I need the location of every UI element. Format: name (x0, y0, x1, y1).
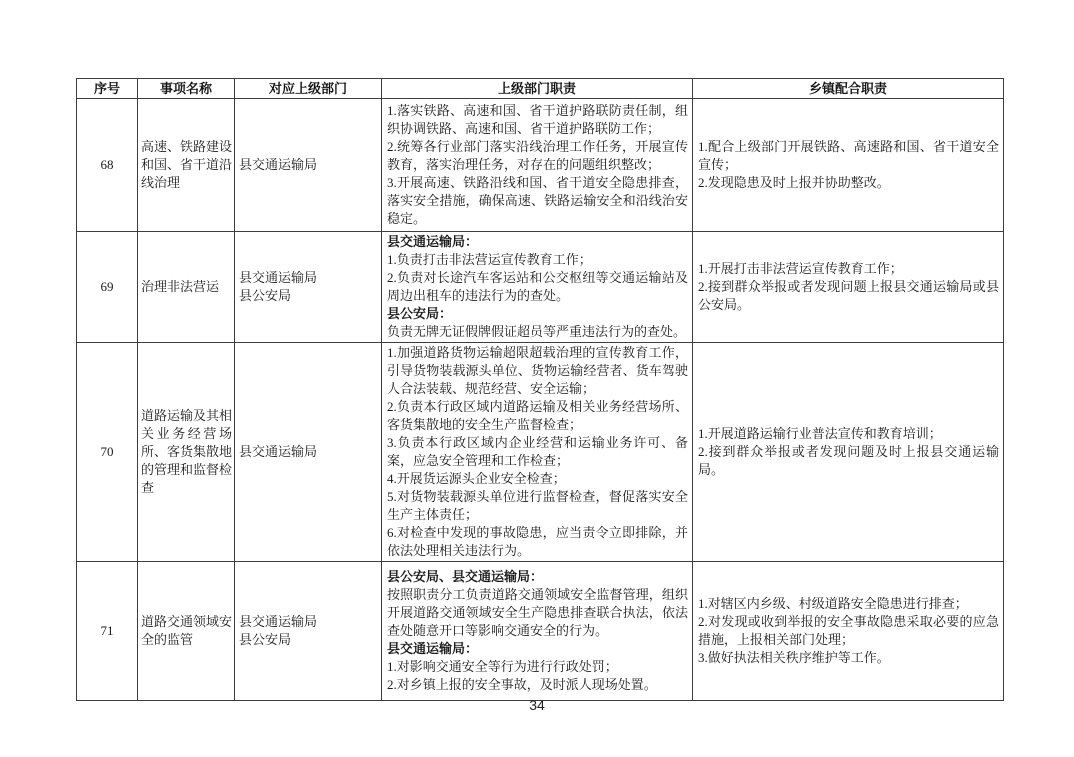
duty-item: 负责无牌无证假牌假证超员等严重违法行为的查处。 (387, 324, 687, 339)
table-header-row (77, 79, 1004, 99)
table-row (77, 99, 1004, 232)
item-name-cell: 道路运输及其相关业务经营场所、客货集散地的管理和监督检查 (138, 343, 235, 562)
duty-item: 5.对货物装载源头单位进行监督检查，督促落实安全生产主体责任； (387, 489, 688, 522)
responsibility-table (76, 78, 1004, 701)
department-line: 县交通运输局 (239, 614, 318, 629)
department-line: 县公安局 (239, 288, 292, 303)
township-duties-cell (693, 343, 1004, 562)
duty-item: 4.开展货运源头企业安全检查； (387, 471, 566, 486)
duty-item: 1.落实铁路、高速和国、省干道护路联防责任制，组织协调铁路、高速和国、省干道护路联防工作； (387, 103, 688, 136)
table-row (77, 232, 1004, 343)
col-header-department: 对应上级部门 (235, 79, 382, 99)
item-name-cell: 道路交通领域安全的监管 (138, 562, 235, 701)
duty-item: 2.接到群众举报或者发现问题及时上报县交通运输局。 (698, 444, 999, 477)
duty-item: 6.对检查中发现的事故隐患，应当责令立即排除，并依法处理相关违法行为。 (387, 525, 688, 558)
duty-item: 按照职责分工负责道路交通领域安全监督管理，组织开展道路交通领域安全生产隐患排查联合执法，依法查处随意开口等影响交通安全的行为。 (387, 587, 688, 638)
superior-duties-cell (382, 232, 693, 343)
department-line: 县交通运输局 (239, 157, 318, 172)
duty-item: 1.开展打击非法营运宣传教育工作； (698, 261, 903, 276)
col-header-township-duties: 乡镇配合职责 (693, 79, 1004, 99)
duty-agency-heading: 县公安局、县交通运输局： (387, 569, 544, 584)
duty-item: 2.负责对长途汽车客运站和公交枢纽等交通运输站及周边出租车的违法行为的查处。 (387, 270, 688, 303)
department-line: 县交通运输局 (239, 270, 318, 285)
duty-item: 3.做好执法相关秩序维护等工作。 (698, 650, 890, 665)
table-row (77, 343, 1004, 562)
department-line: 县交通运输局 (239, 444, 318, 459)
serial-cell: 68 (77, 99, 138, 232)
department-cell (235, 562, 382, 701)
col-header-serial: 序号 (77, 79, 138, 99)
item-name-cell: 治理非法营运 (138, 232, 235, 343)
department-line: 县公安局 (239, 632, 292, 647)
item-name-cell: 高速、铁路建设和国、省干道沿线治理 (138, 99, 235, 232)
col-header-superior-duties: 上级部门职责 (382, 79, 693, 99)
duty-item: 3.负责本行政区域内企业经营和运输业务许可、备案，应急安全管理和工作检查； (387, 435, 688, 468)
duty-item: 1.对辖区内乡级、村级道路安全隐患进行排查； (698, 596, 968, 611)
duty-agency-heading: 县交通运输局： (387, 234, 479, 249)
department-cell (235, 99, 382, 232)
duty-item: 1.开展道路运输行业普法宣传和教育培训； (698, 426, 942, 441)
superior-duties-cell (382, 343, 693, 562)
township-duties-cell (693, 562, 1004, 701)
table-row (77, 562, 1004, 701)
duty-item: 1.加强道路货物运输超限超载治理的宣传教育工作，引导货物装载源头单位、货物运输经营者、货车驾驶人合法装载、规范经营、安全运输； (387, 345, 688, 396)
duty-item: 1.配合上级部门开展铁路、高速路和国、省干道安全宣传； (698, 139, 999, 172)
serial-cell: 69 (77, 232, 138, 343)
duty-agency-heading: 县交通运输局： (387, 641, 479, 656)
duty-item: 2.对发现或收到举报的安全事故隐患采取必要的应急措施，上报相关部门处理； (698, 614, 999, 647)
page-number: 34 (529, 697, 545, 713)
duty-agency-heading: 县公安局： (387, 306, 453, 321)
superior-duties-cell (382, 562, 693, 701)
superior-duties-cell (382, 99, 693, 232)
department-cell (235, 232, 382, 343)
duty-item: 2.对乡镇上报的安全事故，及时派人现场处置。 (387, 677, 657, 692)
duty-item: 3.开展高速、铁路沿线和国、省干道安全隐患排查，落实安全措施，确保高速、铁路运输安全和沿线治安稳定。 (387, 175, 688, 226)
duty-item: 2.负责本行政区域内道路运输及相关业务经营场所、客货集散地的安全生产监督检查； (387, 399, 688, 432)
township-duties-cell (693, 99, 1004, 232)
duty-item: 1.对影响交通安全等行为进行行政处罚； (387, 659, 618, 674)
duty-item: 2.统筹各行业部门落实沿线治理工作任务，开展宣传教育，落实治理任务，对存在的问题组织整改； (387, 139, 688, 172)
duty-item: 1.负责打击非法营运宣传教育工作； (387, 252, 592, 267)
duty-item: 2.接到群众举报或者发现问题上报县交通运输局或县公安局。 (698, 279, 999, 312)
serial-cell: 71 (77, 562, 138, 701)
township-duties-cell (693, 232, 1004, 343)
col-header-item-name: 事项名称 (138, 79, 235, 99)
department-cell (235, 343, 382, 562)
serial-cell: 70 (77, 343, 138, 562)
duty-item: 2.发现隐患及时上报并协助整改。 (698, 175, 890, 190)
